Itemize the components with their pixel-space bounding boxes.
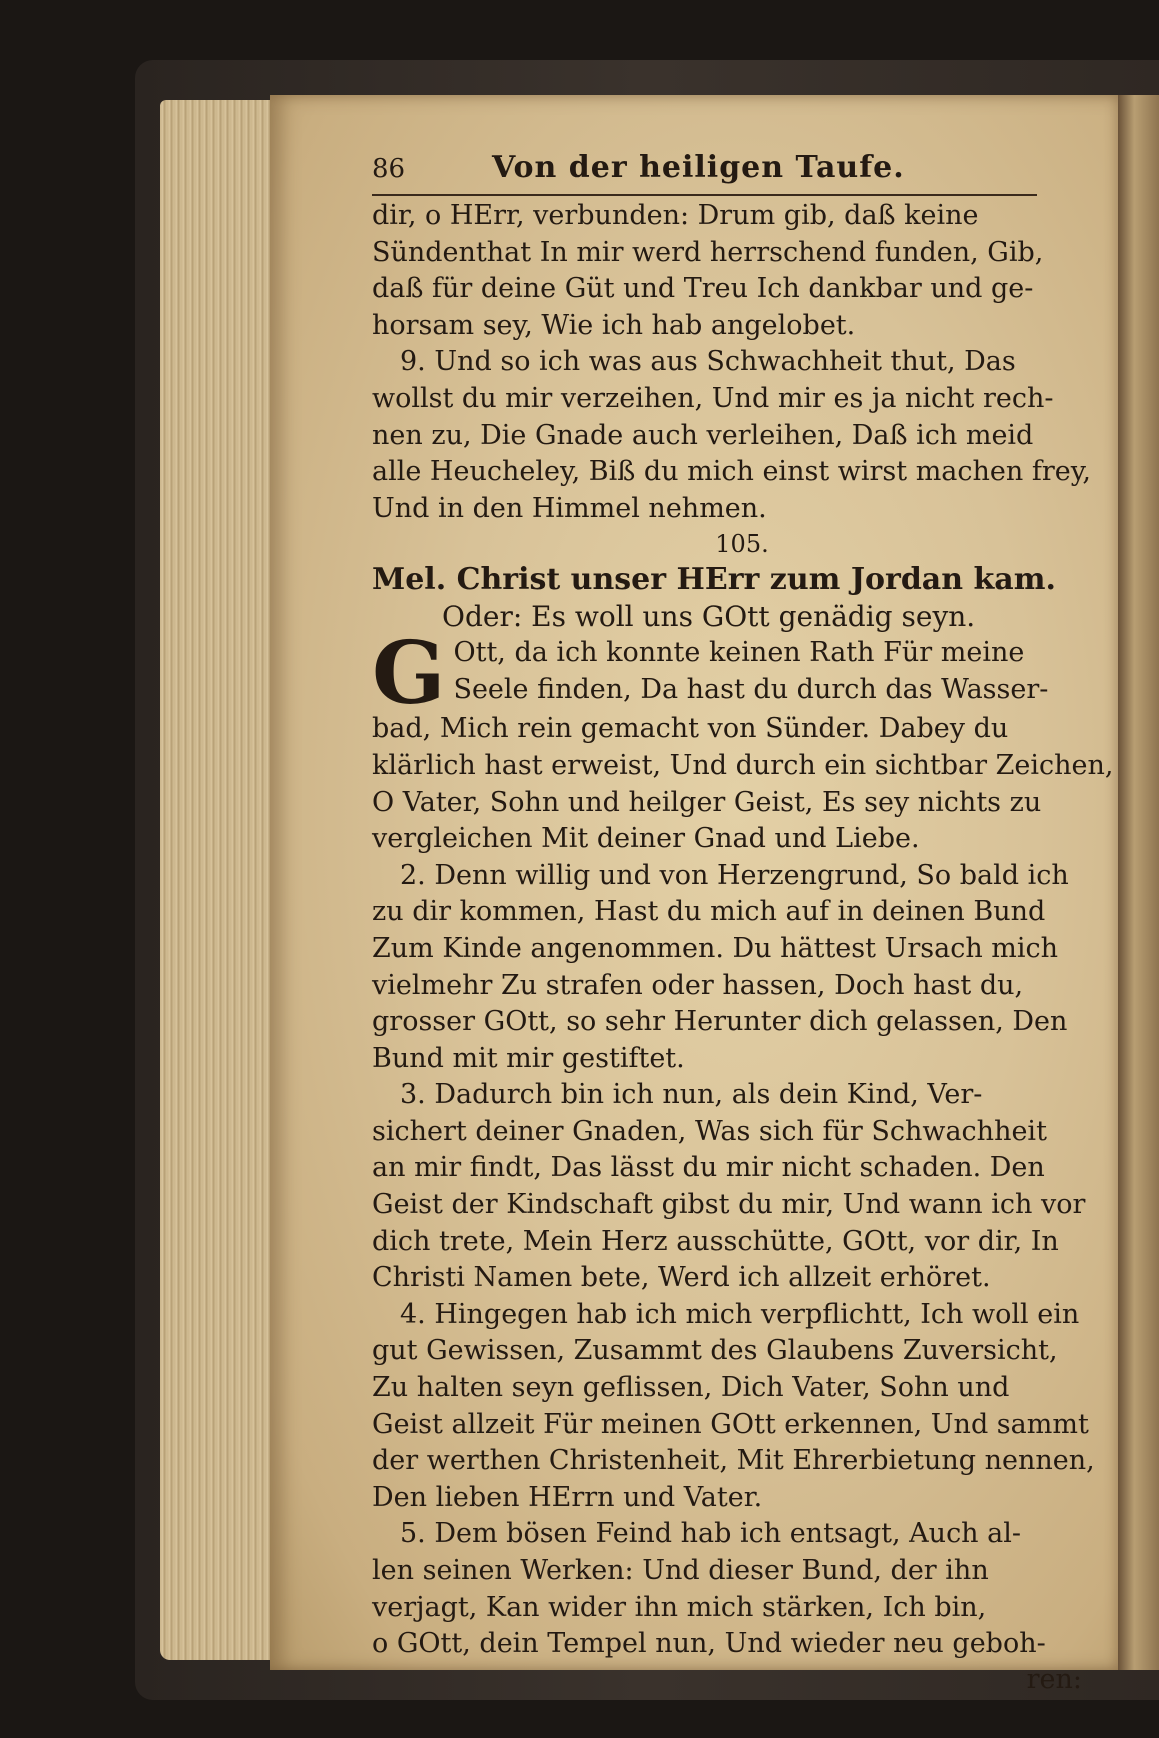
text-line: Seele finden, Da hast du durch das Wasser-: [453, 673, 1049, 705]
text-line: Und in den Himmel nehmen.: [372, 492, 767, 524]
page-header: [372, 150, 1092, 194]
text-line: Sündenthat In mir werd herrschend funden, Gib,: [372, 236, 1044, 268]
catchword: ren:: [1026, 1663, 1082, 1695]
text-line: Zu halten seyn geflissen, Dich Vater, Sohn und: [372, 1372, 1010, 1404]
text-line: grosser GOtt, so sehr Herunter dich gelassen, Den: [372, 1006, 1068, 1038]
text-line: wollst du mir verzeihen, Und mir es ja nicht rech-: [372, 382, 1054, 414]
text-line: horsam sey, Wie ich hab angelobet.: [372, 309, 856, 341]
text-line: Geist der Kindschaft gibst du mir, Und wann ich vor: [372, 1189, 1086, 1221]
text-line: zu dir kommen, Hast du mich auf in deinen Bund: [372, 896, 1046, 928]
text-line: 3. Dadurch bin ich nun, als dein Kind, Ver-: [400, 1079, 983, 1111]
text-line: klärlich hast erweist, Und durch ein sichtbar Zeichen,: [372, 749, 1114, 781]
text-line: 4. Hingegen hab ich mich verpflichtt, Ich woll ein: [400, 1298, 1080, 1330]
page-edges: [160, 100, 280, 1660]
text-line: Den lieben HErrn und Vater.: [372, 1481, 763, 1513]
facing-page-edge: [1118, 95, 1159, 1670]
text-line: vielmehr Zu strafen oder hassen, Doch hast du,: [372, 969, 1024, 1001]
header-rule: [372, 194, 1037, 196]
text-line: alle Heucheley, Biß du mich einst wirst machen frey,: [372, 456, 1091, 488]
text-line: 9. Und so ich was aus Schwachheit thut, Das: [400, 346, 1016, 378]
page-text: [372, 150, 1114, 1697]
text-line: Geist allzeit Für meinen GOtt erkennen, Und sammt: [372, 1408, 1089, 1440]
alternative-melody: Oder: Es woll uns GOtt genädig seyn.: [442, 600, 976, 634]
text-line: 2. Denn willig und von Herzengrund, So bald ich: [400, 859, 1069, 891]
text-line: an mir findt, Das lässt du mir nicht schaden. Den: [372, 1152, 1045, 1184]
text-line: o GOtt, dein Tempel nun, Und wieder neu geboh-: [372, 1628, 1046, 1660]
text-line: Ott, da ich konnte keinen Rath Für meine: [453, 637, 1025, 669]
text-line: Zum Kinde angenommen. Du hättest Ursach mich: [372, 932, 1059, 964]
text-line: gut Gewissen, Zusammt des Glaubens Zuversicht,: [372, 1335, 1058, 1367]
running-title: Von der heiligen Taufe.: [492, 150, 905, 185]
drop-cap: G: [372, 623, 446, 725]
text-line: sichert deiner Gnaden, Was sich für Schwachheit: [372, 1115, 1047, 1147]
hymn-number: 105.: [715, 530, 769, 559]
page-number: 86: [372, 154, 406, 184]
text-line: daß für deine Güt und Treu Ich dankbar und ge-: [372, 273, 1034, 305]
hymn-verse-1: [372, 623, 1114, 857]
text-line: verjagt, Kan wider ihn mich stärken, Ich bin,: [372, 1591, 987, 1623]
text-line: vergleichen Mit deiner Gnad und Liebe.: [372, 823, 920, 855]
text-line: O Vater, Sohn und heilger Geist, Es sey nichts zu: [372, 786, 1042, 818]
text-line: bad, Mich rein gemacht von Sünder. Dabey du: [372, 713, 1009, 745]
text-line: nen zu, Die Gnade auch verleihen, Daß ich meid: [372, 419, 1034, 451]
text-line: der werthen Christenheit, Mit Ehrerbietung nennen,: [372, 1445, 1095, 1477]
text-line: len seinen Werken: Und dieser Bund, der ihn: [372, 1555, 989, 1586]
text-line: Christi Namen bete, Werd ich allzeit erhöret.: [372, 1262, 991, 1294]
text-line: 5. Dem bösen Feind hab ich entsagt, Auch al-: [400, 1518, 1022, 1550]
hymn-verses: [372, 858, 1095, 1663]
text-line: Bund mit mir gestiftet.: [372, 1042, 685, 1074]
text-line: dich trete, Mein Herz ausschütte, GOtt, vor dir, In: [372, 1225, 1059, 1257]
text-line: dir, o HErr, verbunden: Drum gib, daß keine: [372, 200, 979, 231]
previous-hymn-ending: [372, 198, 1092, 527]
melody-line: Mel. Christ unser HErr zum Jordan kam.: [372, 562, 1056, 598]
